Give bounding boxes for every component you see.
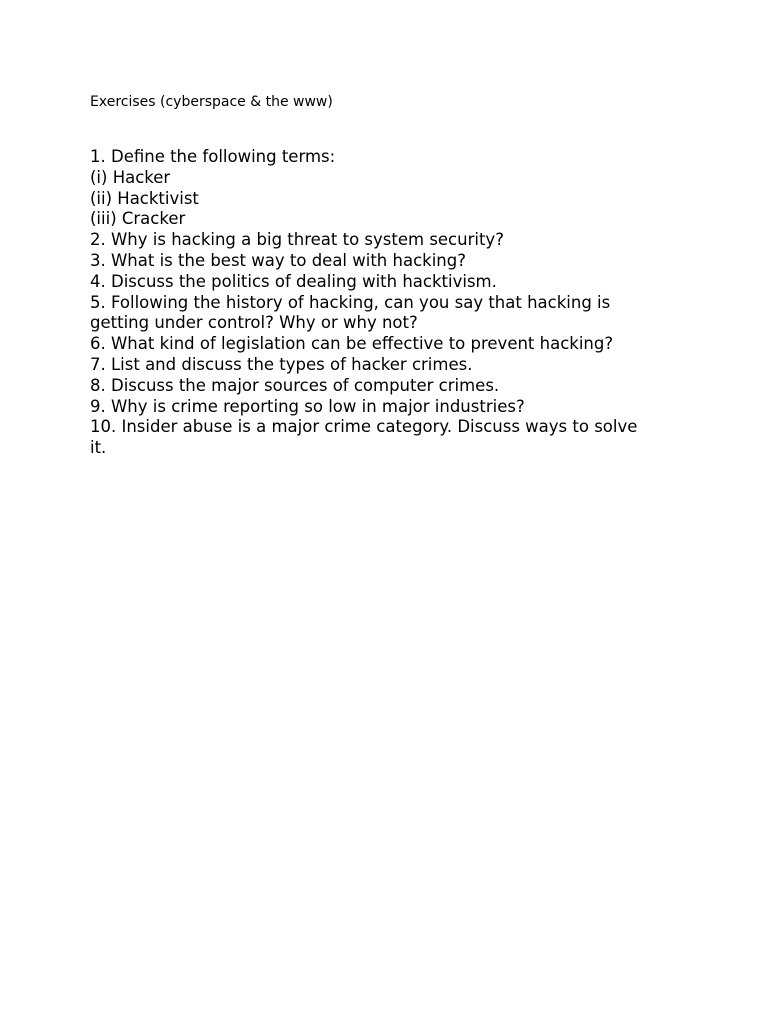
exercise-line: 2. Why is hacking a big threat to system security? (90, 230, 504, 250)
exercise-line: 8. Discuss the major sources of computer crimes. (90, 375, 500, 395)
exercise-line: 10. Insider abuse is a major crime category. Discuss ways to solve (90, 417, 638, 437)
exercise-list (90, 147, 690, 459)
exercise-line: it. (90, 438, 107, 458)
exercise-line: (iii) Cracker (90, 209, 186, 229)
exercise-line: 9. Why is crime reporting so low in major industries? (90, 396, 525, 416)
exercise-line: 7. List and discuss the types of hacker crimes. (90, 354, 473, 374)
exercise-line: 3. What is the best way to deal with hacking? (90, 250, 466, 270)
document-heading: Exercises (cyberspace & the www) (90, 94, 333, 110)
exercise-line: 5. Following the history of hacking, can you say that hacking is (90, 292, 611, 312)
exercise-line: (i) Hacker (90, 167, 171, 187)
exercise-line: (ii) Hacktivist (90, 188, 199, 208)
exercise-line: 1. Define the following terms: (90, 147, 336, 166)
exercise-line: getting under control? Why or why not? (90, 313, 418, 333)
exercise-line: 4. Discuss the politics of dealing with hacktivism. (90, 271, 497, 291)
exercise-line: 6. What kind of legislation can be effective to prevent hacking? (90, 334, 614, 354)
